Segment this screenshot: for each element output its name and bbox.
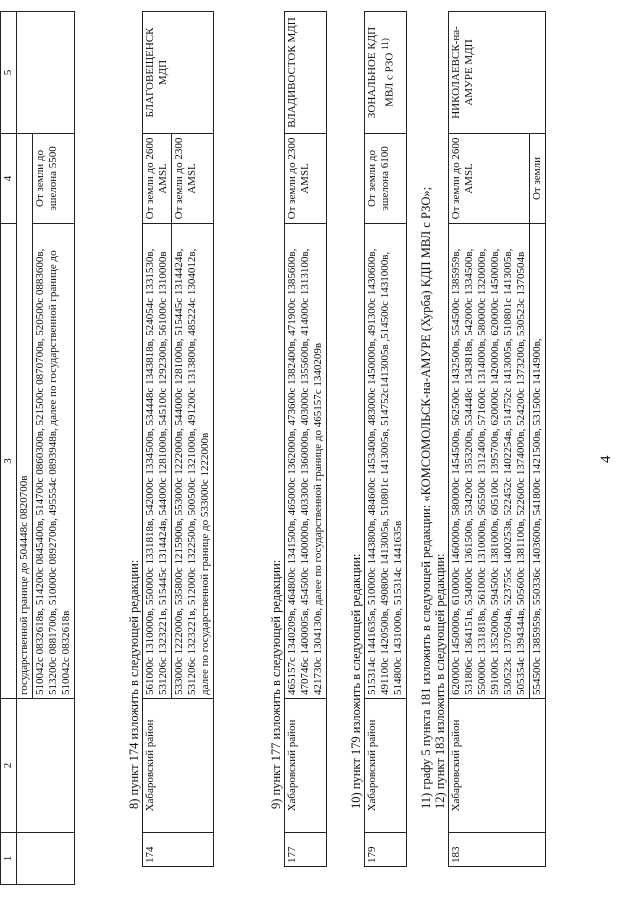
unit-cell: БЛАГОВЕЩЕНСК МДП bbox=[143, 12, 214, 134]
table-183 bbox=[448, 11, 546, 867]
district-cell: Хабаровский район bbox=[143, 699, 214, 833]
unit-name: ЗОНАЛЬНОЕ КДП МВЛ с РЗО bbox=[366, 26, 396, 119]
section-heading-10: 10) пункт 179 изложить в следующей редакции: bbox=[349, 553, 363, 809]
header-col-4: 4 bbox=[1, 134, 17, 224]
height-cell: От земли до эшелона 5500 bbox=[33, 134, 75, 224]
row-number: 174 bbox=[143, 833, 214, 867]
district-cell: Хабаровский район bbox=[449, 699, 546, 833]
district-cell: Хабаровский район bbox=[365, 699, 407, 833]
header-col-2: 2 bbox=[1, 699, 17, 833]
header-col-3: 3 bbox=[1, 224, 17, 699]
table-174 bbox=[142, 11, 214, 867]
unit-cell: ВЛАДИВОСТОК МДП bbox=[285, 12, 327, 134]
height-cell: От земли до 2600 AMSL bbox=[449, 134, 530, 224]
coords-cell: 554500с 1385959в, 550336с 1403600в, 541800с 1421500в, 531500с 1414900в, bbox=[530, 224, 546, 699]
row-number: 183 bbox=[449, 833, 546, 867]
coords-cell: 465157с 1340209в, 464800с 1341500в, 465000с 1362000в, 473600с 1382400в, 471900с 1385600в, 470746с 1400005в, 454500с 1400000в, 403300с 1360000в, 403000с 1355600в, 414000с 1313100в, 421730с 1304130в, далее по государственной границе до 465157с 1340209в bbox=[285, 224, 327, 699]
header-col-5: 5 bbox=[1, 12, 17, 134]
coords-cell: государственной границе до 504448с 0820700в bbox=[17, 134, 33, 699]
table-row bbox=[17, 12, 33, 885]
coords-cell: 533000с 1222000в, 535800с 1215900в, 553000с 1222000в, 544000с 1281000в, 515445с 1314424в, 531206с 1323221в, 512000с 1322500в, 500500с 1321000в, 491200с 1313800в, 485224с 1304012в, далее по государственной границе до 533000с 1222000в bbox=[172, 224, 214, 699]
coords-cell: 510042с 0832618в, 514200с 0845400в, 514700с 0860300в, 521500с 0870700в, 520500с 0883600в, 513200с 0881700в, 510000с 0892700в, 495554с 0893948в, далее по государственной границе до 510042с 0832618в bbox=[33, 224, 75, 699]
district-cell: Хабаровский район bbox=[285, 699, 327, 833]
height-cell: От земли до 2300 AMSL bbox=[285, 134, 327, 224]
coords-cell: 561000с 1310000в, 550000с 1331818в, 542000с 1334500в, 534448с 1343818в, 524054с 1331530в, 531206с 1323221в, 515445с 1314424в, 544000с 1281000в, 545100с 1292300в, 561000с 1310000в bbox=[143, 224, 172, 699]
table-177 bbox=[284, 11, 327, 867]
height-cell: От земли до 2600 AMSL bbox=[143, 134, 172, 224]
height-cell: От земли до 2300 AMSL bbox=[172, 134, 214, 224]
coords-cell: 515314с 1441635в, 510000с 1443800в, 484600с 1453400в, 483000с 1450000в, 491300с 1430600в, 491100с 1420500в, 490800с 1413005в, 510801с 1413005в, 514752с1413005в ,514500с 1431000в, 514800с 1431000в, 515314с 1441635в bbox=[365, 224, 407, 699]
footnote-mark: 11) bbox=[380, 38, 390, 50]
section-heading-9: 9) пункт 177 изложить в следующей редакции: bbox=[269, 559, 283, 809]
table-row bbox=[143, 12, 172, 867]
header-col-1: 1 bbox=[1, 833, 17, 885]
unit-cell: НИКОЛАЕВСК-на-АМУРЕ МДП bbox=[449, 12, 546, 134]
section-heading-8: 8) пункт 174 изложить в следующей редакции: bbox=[127, 559, 141, 809]
unit-cell bbox=[365, 12, 407, 134]
header-row bbox=[1, 12, 17, 885]
table-179 bbox=[364, 11, 407, 867]
top-table bbox=[0, 11, 75, 885]
coords-cell: 620000с 1450000в, 610000с 1460000в, 580000с 1454500в, 562500с 1432500в, 554500с 1385959в, 531806с 1364151в, 534000с 1361500в, 534200с 1353200в, 534448с 1343818в, 542000с 1334500в, 550000с 1331818в, 561000с 1310000в, 565500с 1312400в, 571600с 1314000в, 580000с 1320000в, 591000с 1352000в, 594500с 1381000в, 605100с 1395700в, 620000с 1420000в, 620000с 1450000в, 530523с 1370504в, 523755с 1400253в, 522452с 1402254в, 514752с 1413005в, 510801с 1413005в, 505354с 1394344в, 505600с 1381100в, 522600с 1374000в, 524200с 1373200в, 530523с 1370504в bbox=[449, 224, 530, 699]
page-number: 4 bbox=[598, 455, 614, 463]
table-row bbox=[285, 12, 327, 867]
height-cell: От земли bbox=[530, 134, 546, 224]
height-cell: От земли до эшелона 6100 bbox=[365, 134, 407, 224]
section-heading-12: 12) пункт 183 изложить в следующей редакции: bbox=[433, 553, 447, 809]
table-row bbox=[365, 12, 407, 867]
row-number: 179 bbox=[365, 833, 407, 867]
section-heading-11: 11) графу 5 пункта 181 изложить в следующей редакции: «КОМСОМОЛЬСК-на-АМУРЕ (Хурба) КДП МВЛ с РЗО»; bbox=[419, 186, 433, 809]
table-row bbox=[449, 12, 530, 867]
row-number: 177 bbox=[285, 833, 327, 867]
